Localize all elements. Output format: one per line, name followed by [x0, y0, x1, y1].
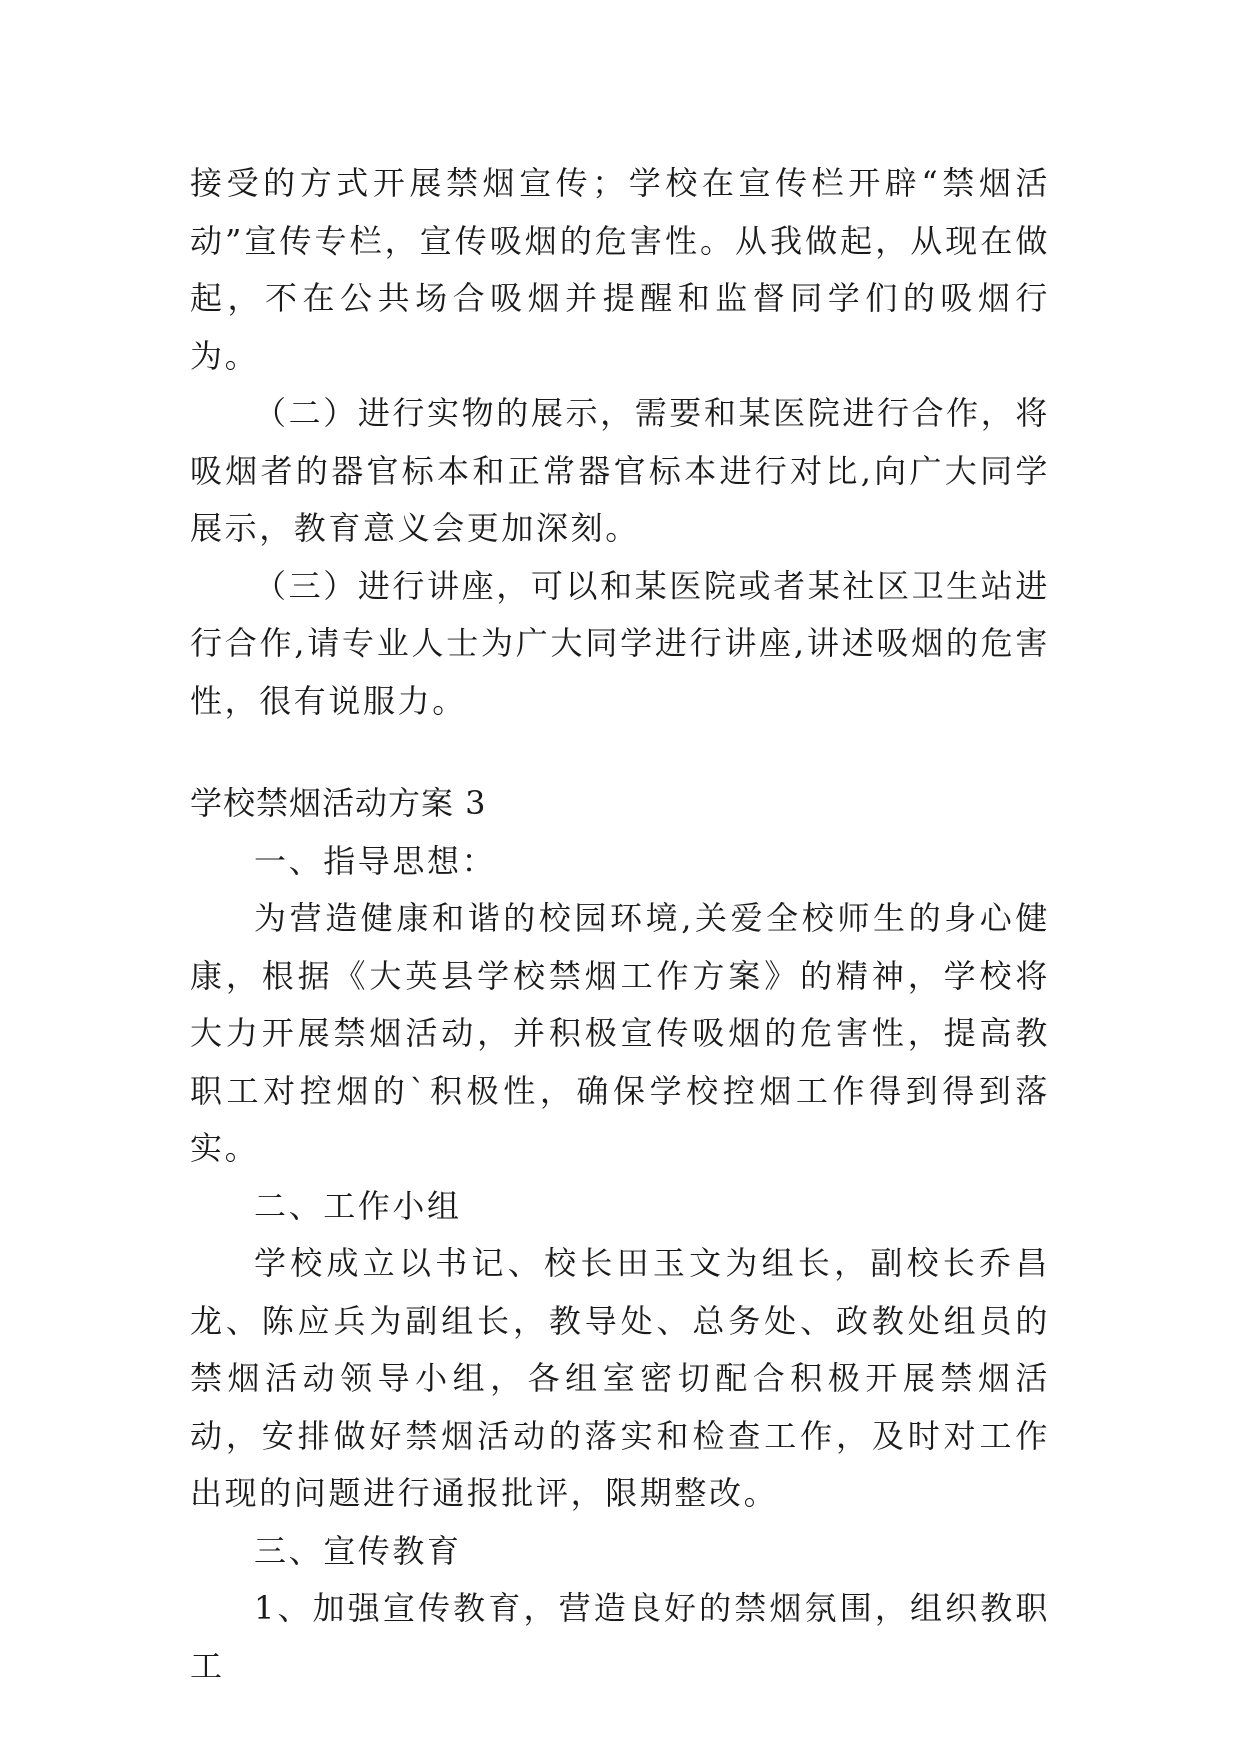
section-title: 学校禁烟活动方案 3: [190, 784, 487, 822]
paragraph-lecture: （三）进行讲座，可以和某医院或者某社区卫生站进行合作,请专业人士为广大同学进行讲座,讲述吸烟的危害性，很有说服力。: [190, 566, 1050, 720]
paragraph-promotion: 接受的方式开展禁烟宣传；学校在宣传栏开辟“禁烟活动”宣传专栏，宣传吸烟的危害性。从我做起，从现在做起，不在公共场合吸烟并提醒和监督同学们的吸烟行为。: [190, 164, 1050, 375]
paragraph-working-group: 学校成立以书记、校长田玉文为组长，副校长乔昌龙、陈应兵为副组长，教导处、总务处、政教处组员的禁烟活动领导小组，各组室密切配合积极开展禁烟活动，安排做好禁烟活动的落实和检查工作，及时对工作出现的问题进行通报批评，限期整改。: [190, 1244, 1050, 1512]
heading-guiding-ideology: 一、指导思想：: [254, 841, 497, 880]
heading-publicity-education: 三、宣传教育: [254, 1531, 462, 1570]
paragraph-guiding-ideology: 为营造健康和谐的校园环境,关爱全校师生的身心健康，根据《大英县学校禁烟工作方案》的精神，学校将大力开展禁烟活动，并积极宣传吸烟的危害性，提高教职工对控烟的`积极性，确保学校控烟工作得到得到落实。: [190, 899, 1050, 1167]
heading-working-group: 二、工作小组: [254, 1186, 462, 1225]
paragraph-publicity-education: 1、加强宣传教育，营造良好的禁烟氛围，组织教职工: [190, 1589, 1050, 1685]
document-body: [190, 155, 1050, 1695]
paragraph-exhibit: （二）进行实物的展示，需要和某医院进行合作，将吸烟者的器官标本和正常器官标本进行对比,向广大同学展示，教育意义会更加深刻。: [190, 394, 1050, 547]
